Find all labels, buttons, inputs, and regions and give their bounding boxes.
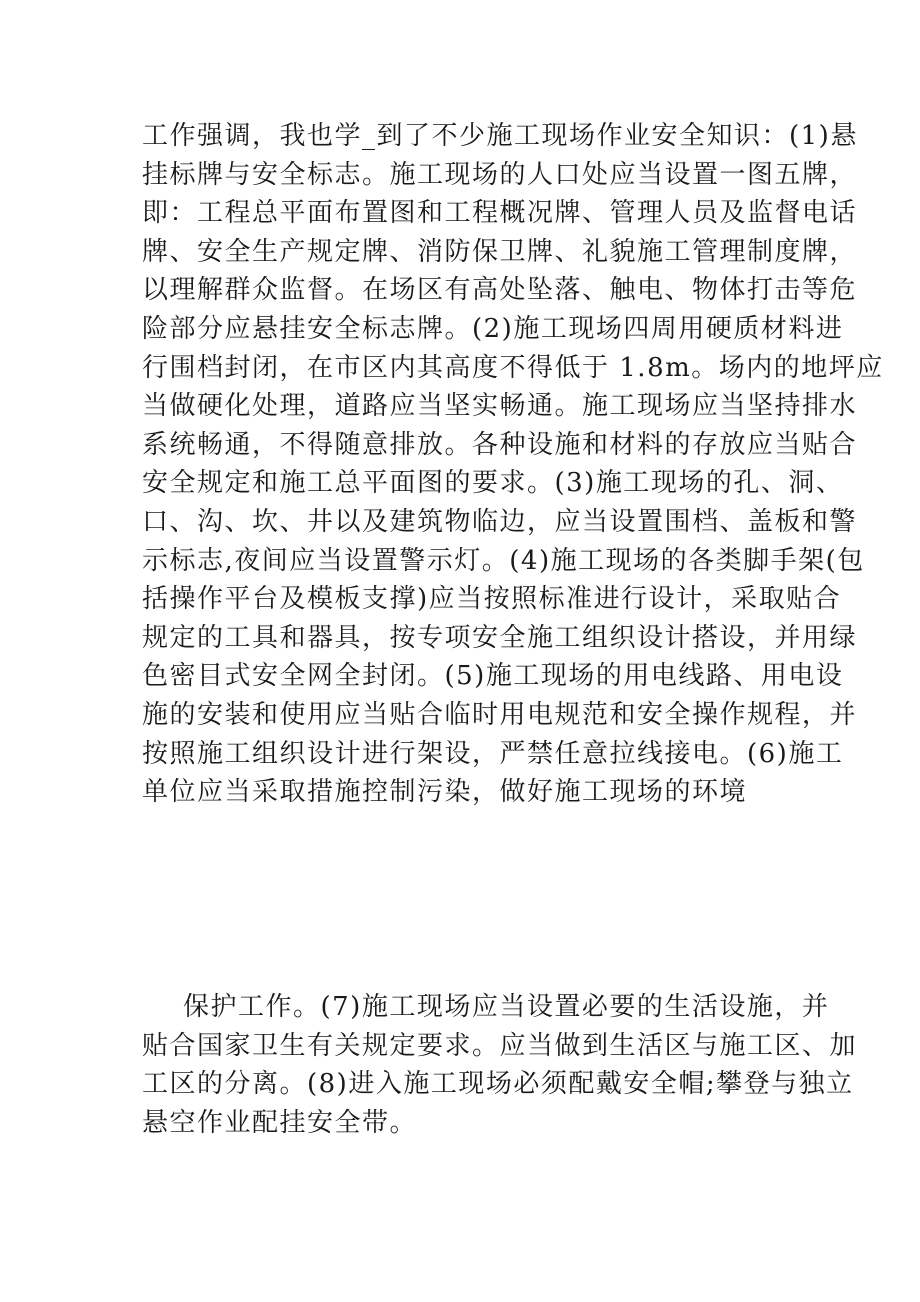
text-line: 即：工程总平面布置图和工程概况牌、管理人员及监督电话 xyxy=(142,198,858,229)
text-line: 贴合国家卫生有关规定要求。应当做到生活区与施工区、加 xyxy=(142,1030,858,1061)
text-line: 规定的工具和器具，按专项安全施工组织设计搭设，并用绿 xyxy=(142,622,858,653)
text-line: 行围档封闭，在市区内其高度不得低于 1.8m。场内的地坪应 xyxy=(142,352,884,383)
text-line: 系统畅通，不得随意排放。各种设施和材料的存放应当贴合 xyxy=(142,429,858,460)
paragraph-1 xyxy=(142,117,884,812)
text-line: 悬空作业配挂安全带。 xyxy=(142,1107,418,1138)
text-line: 施的安装和使用应当贴合临时用电规范和安全操作规程，并 xyxy=(142,699,858,730)
text-line: 按照施工组织设计进行架设，严禁任意拉线接电。(6)施工 xyxy=(142,738,844,769)
text-line: 单位应当采取措施控制污染，做好施工现场的环境 xyxy=(142,777,748,808)
text-line: 牌、安全生产规定牌、消防保卫牌、礼貌施工管理制度牌， xyxy=(142,236,858,267)
text-line: 安全规定和施工总平面图的要求。(3)施工现场的孔、洞、 xyxy=(142,468,844,499)
text-line: 保护工作。(7)施工现场应当设置必要的生活设施，并 xyxy=(183,992,830,1022)
text-line: 以理解群众监督。在场区有高处坠落、触电、物体打击等危 xyxy=(142,275,858,306)
text-line: 当做硬化处理，道路应当坚实畅通。施工现场应当坚持排水 xyxy=(142,391,858,422)
text-line: 示标志,夜间应当设置警示灯。(4)施工现场的各类脚手架(包 xyxy=(142,545,865,576)
paragraph-2 xyxy=(142,988,858,1142)
text-line: 色密目式安全网全封闭。(5)施工现场的用电线路、用电设 xyxy=(142,661,844,692)
text-line: 险部分应悬挂安全标志牌。(2)施工现场四周用硬质材料进 xyxy=(142,313,844,344)
text-line: 口、沟、坎、井以及建筑物临边，应当设置围档、盖板和警 xyxy=(142,506,858,537)
text-line: 挂标牌与安全标志。施工现场的人口处应当设置一图五牌， xyxy=(142,159,858,190)
text-line: 括操作平台及模板支撑)应当按照标准进行设计，采取贴合 xyxy=(142,584,842,615)
text-line: 工区的分离。(8)进入施工现场必须配戴安全帽;攀登与独立 xyxy=(142,1069,854,1100)
text-line: 工作强调，我也学_到了不少施工现场作业安全知识：(1)悬 xyxy=(142,121,858,151)
